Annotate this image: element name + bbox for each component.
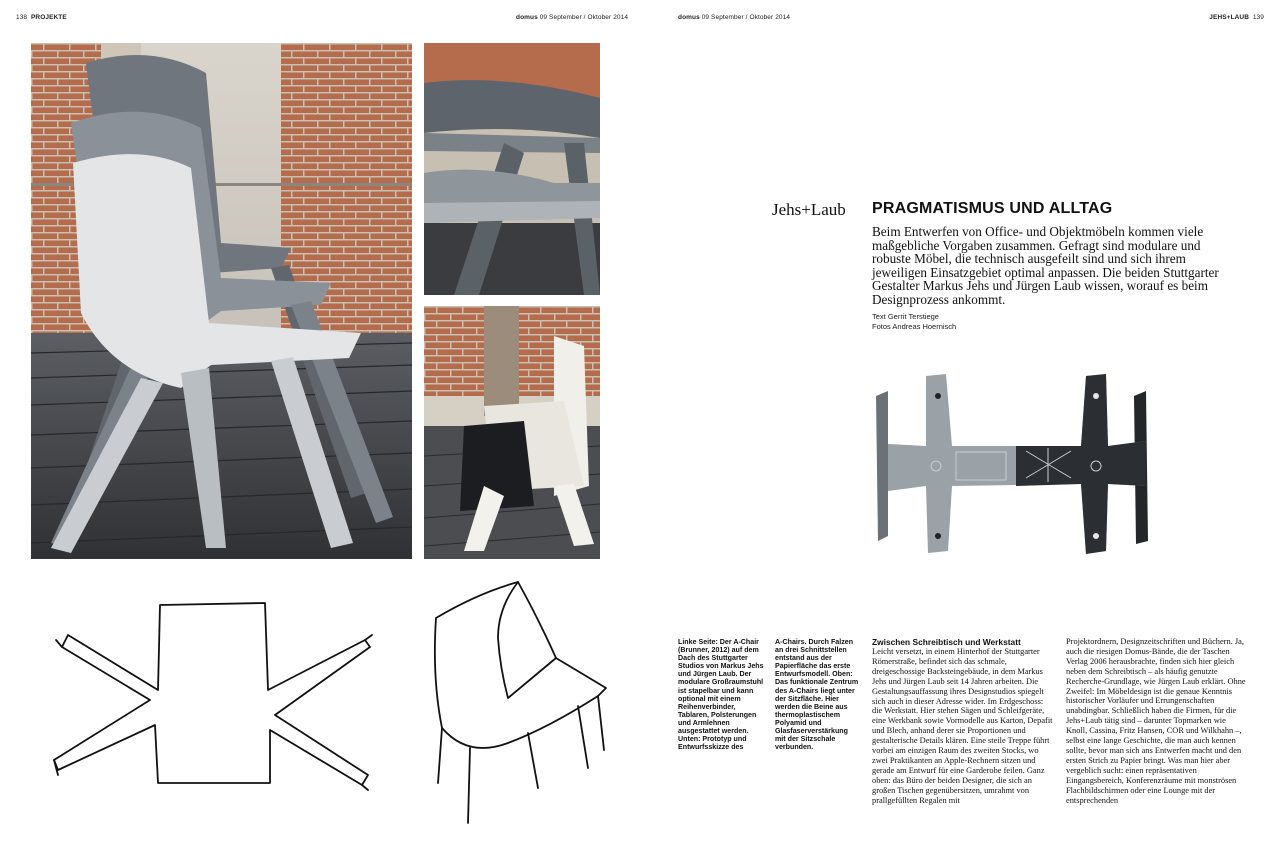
sketch-chair xyxy=(428,578,616,828)
left-magazine-name: domus xyxy=(516,14,538,21)
headline: PRAGMATISMUS UND ALLTAG xyxy=(872,200,1113,217)
left-page-issue-header xyxy=(516,14,628,21)
photo-stacked-chairs xyxy=(31,43,412,559)
sketch-paper-model xyxy=(50,595,380,800)
right-page-issue-header xyxy=(678,14,790,21)
caption-column-1: Linke Seite: Der A-Chair (Brunner, 2012) auf dem Dach des Stuttgarter Studios von Markus Jehs und Jürgen Laub. Der modulare Großraumstuhl ist stapelbar und kann optional mit einem Reihenverbinder, Tablaren, Polsterungen und Armlehnen ausgestattet werden. Unten: Prototyp und Entwurfsskizze des xyxy=(678,638,764,752)
left-issue-date: 09 September / Oktober 2014 xyxy=(539,14,629,21)
body-subheading: Zwischen Schreibtisch und Werkstatt xyxy=(872,637,1021,647)
right-page-section: JEHS+LAUB xyxy=(1209,14,1250,21)
right-magazine-name: domus xyxy=(678,14,700,21)
lead-paragraph: Beim Entwerfen von Office- und Objektmöbeln kommen viele maßgebliche Vorgaben zusammen. Gefragt sind modulare und robuste Möbel, die technisch ausgefeilt sind und sich ihrem jeweiligen Einsatzgebiet optimal anpassen. Die beiden Stuttgarter Gestalter Markus Jehs und Jürgen Laub wissen, worauf es beim Designprozess ankommt. xyxy=(872,224,1219,307)
caption-column-2: A-Chairs. Durch Falzen an drei Schnittstellen entstand aus der Papierfläche das erste Entwurfsmodell. Oben: Das funktionale Zentrum des A-Chairs liegt unter der Sitzfläche. Hier werden die Beine aus thermoplastischem Polyamid und Glasfaserverstärkung mit der Sitzschale verbunden. xyxy=(775,638,859,752)
body-column-1 xyxy=(872,637,1054,806)
brand-name: Jehs+Laub xyxy=(772,200,846,219)
credit-photos: Fotos Andreas Hoernisch xyxy=(872,322,957,331)
photo-prototype-chair xyxy=(424,306,600,559)
body-column-2: Projektordnern, Designzeitschriften und Büchern. Ja, auch die riesigen Domus-Bände, die der Taschen Verlag 2006 herausbrachte, finden sich hier gleich neben dem Schreibtisch – als häufig genutzte Recherche-Grundlage, wie Jürgen Laub erklärt. Ohne Zweifel: Im Möbeldesign ist die genaue Kenntnis historischer Vorläufer und Errungenschaften unabdingbar. Schließlich haben die Firmen, für die Jehs+Laub tätig sind – darunter Topmarken wie Knoll, Cassina, Fritz Hansen, COR und Wilkhahn –, selbst eine lange Geschichte, die man auch kennen sollte, bevor man sich ans Entwerfen macht und den ersten Strich zu Papier bringt. Was man hier aber vergeblich sucht: einen repräsentativen Eingangsbereich, Konferenzräume mit monströsen Flachbildschirmen oder eine Lounge mit der entsprechenden xyxy=(1066,637,1246,805)
photo-chair-underside xyxy=(866,366,1156,566)
credit-text: Text Gerrit Terstiege xyxy=(872,312,939,321)
left-page-header xyxy=(16,14,67,21)
right-page-header xyxy=(1209,14,1264,21)
body-column-1-text: Leicht versetzt, in einem Hinterhof der Stuttgarter Römerstraße, befindet sich das schmale, dreigeschossige Backsteingebäude, in dem Markus Jehs und Jürgen Laub seit 14 Jahren arbeiten. Die Gestaltungsauffassung ihres Designstudios spiegelt sich auch in dieser Adresse wider. Im Erdgeschoss: die Werkstatt. Hier stehen Sägen und Schleifgeräte, eine Werkbank sowie Vormodelle aus Karton, Depafit und Blech, anhand derer sie Proportionen und gestalterische Details klären. Eine steile Treppe führt vorbei am einzigen Raum des zweiten Stocks, wo zwei Praktikanten an Apple-Rechnern sitzen und gerade am Entwurf für eine Garderobe feilen. Ganz oben: das Büro der beiden Designer, die sich an großen Tischen gegenübersitzen, umrahmt von prallgefüllten Regalen mit xyxy=(872,647,1053,805)
left-page-number: 138 xyxy=(16,14,28,21)
right-issue-date: 09 September / Oktober 2014 xyxy=(701,14,791,21)
photo-chair-detail xyxy=(424,43,600,295)
left-page-section: PROJEKTE xyxy=(30,14,67,21)
right-page-number: 139 xyxy=(1252,14,1264,21)
